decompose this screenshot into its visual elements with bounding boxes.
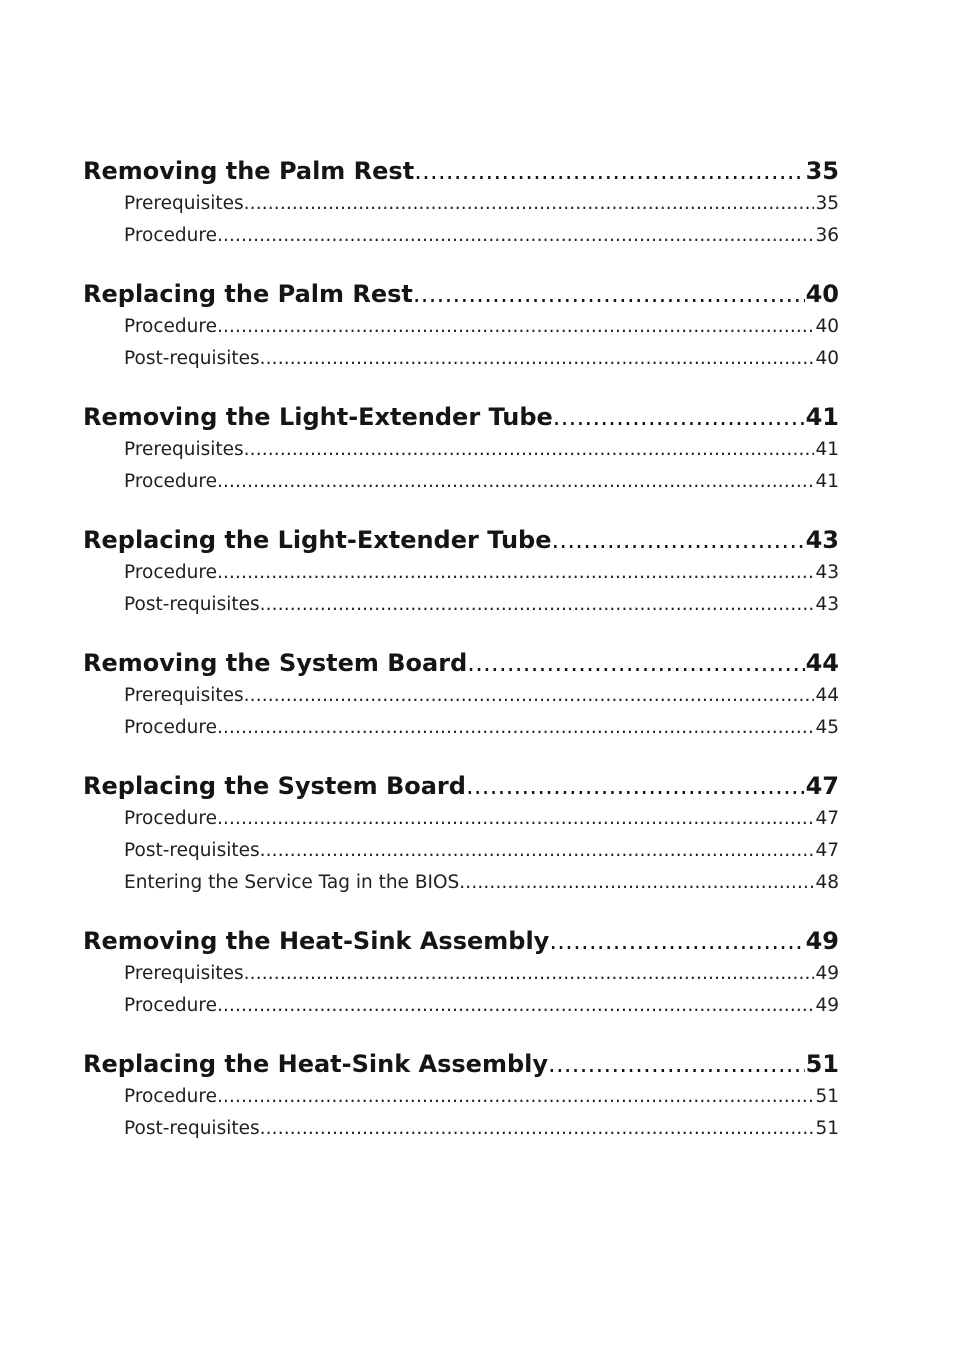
dot-leader bbox=[217, 557, 815, 589]
toc-heading-title: Removing the System Board bbox=[83, 649, 468, 677]
toc-sub-page: 45 bbox=[815, 717, 839, 738]
toc-heading-title: Replacing the Palm Rest bbox=[83, 280, 413, 308]
toc-sub-page: 51 bbox=[815, 1086, 839, 1107]
dot-leader bbox=[413, 277, 805, 311]
dot-leader bbox=[551, 523, 804, 557]
toc-heading-entry[interactable] bbox=[83, 400, 839, 434]
toc-heading-page: 43 bbox=[805, 526, 839, 554]
toc-sub-page: 51 bbox=[815, 1118, 839, 1139]
dot-leader bbox=[553, 400, 805, 434]
toc-sub-title: Prerequisites bbox=[124, 685, 244, 706]
toc-sub-page: 47 bbox=[815, 840, 839, 861]
toc-sub-title: Procedure bbox=[124, 225, 217, 246]
toc-sub-entry[interactable] bbox=[83, 958, 839, 990]
toc-section bbox=[83, 400, 839, 498]
toc-heading-entry[interactable] bbox=[83, 523, 839, 557]
toc-section bbox=[83, 646, 839, 744]
toc-sub-title: Procedure bbox=[124, 471, 217, 492]
toc-section bbox=[83, 277, 839, 375]
toc-heading-page: 49 bbox=[805, 927, 839, 955]
toc-heading-title: Removing the Palm Rest bbox=[83, 157, 415, 185]
toc-heading-title: Replacing the Light-Extender Tube bbox=[83, 526, 552, 554]
toc-sub-page: 49 bbox=[815, 995, 839, 1016]
toc-heading-entry[interactable] bbox=[83, 277, 839, 311]
toc-heading-entry[interactable] bbox=[83, 154, 839, 188]
toc-heading-title: Replacing the System Board bbox=[83, 772, 466, 800]
toc-sub-title: Entering the Service Tag in the BIOS bbox=[124, 872, 460, 893]
toc-sub-page: 40 bbox=[815, 316, 839, 337]
toc-section bbox=[83, 154, 839, 252]
toc-heading-entry[interactable] bbox=[83, 769, 839, 803]
toc-sub-page: 41 bbox=[815, 439, 839, 460]
dot-leader bbox=[217, 466, 815, 498]
dot-leader bbox=[244, 680, 815, 712]
toc-sub-title: Prerequisites bbox=[124, 439, 244, 460]
toc-sub-entry[interactable] bbox=[83, 188, 839, 220]
toc-sub-entry[interactable] bbox=[83, 835, 839, 867]
toc-sub-title: Post-requisites bbox=[124, 1118, 260, 1139]
dot-leader bbox=[217, 220, 815, 252]
toc-sub-title: Post-requisites bbox=[124, 348, 260, 369]
toc-sub-page: 35 bbox=[815, 193, 839, 214]
dot-leader bbox=[414, 154, 804, 188]
toc-heading-entry[interactable] bbox=[83, 646, 839, 680]
toc-sub-page: 49 bbox=[815, 963, 839, 984]
dot-leader bbox=[217, 803, 815, 835]
dot-leader bbox=[548, 1047, 805, 1081]
toc-sub-title: Prerequisites bbox=[124, 193, 244, 214]
toc-heading-page: 41 bbox=[805, 403, 839, 431]
dot-leader bbox=[260, 835, 815, 867]
toc-sub-entry[interactable] bbox=[83, 803, 839, 835]
toc-sub-entry[interactable] bbox=[83, 220, 839, 252]
toc-sub-entry[interactable] bbox=[83, 466, 839, 498]
toc-sub-title: Procedure bbox=[124, 316, 217, 337]
toc-sub-entry[interactable] bbox=[83, 867, 839, 899]
toc-heading-title: Removing the Heat-Sink Assembly bbox=[83, 927, 550, 955]
toc-sub-title: Procedure bbox=[124, 562, 217, 583]
toc-heading-page: 44 bbox=[805, 649, 839, 677]
dot-leader bbox=[217, 311, 815, 343]
toc-sub-title: Prerequisites bbox=[124, 963, 244, 984]
toc-sub-page: 40 bbox=[815, 348, 839, 369]
toc-sub-title: Post-requisites bbox=[124, 594, 260, 615]
toc-sub-entry[interactable] bbox=[83, 343, 839, 375]
toc-heading-page: 40 bbox=[805, 280, 839, 308]
dot-leader bbox=[217, 1081, 815, 1113]
dot-leader bbox=[260, 589, 815, 621]
table-of-contents bbox=[83, 154, 839, 1170]
toc-sub-entry[interactable] bbox=[83, 990, 839, 1022]
toc-sub-page: 48 bbox=[815, 872, 839, 893]
toc-section bbox=[83, 924, 839, 1022]
dot-leader bbox=[466, 769, 805, 803]
toc-sub-title: Procedure bbox=[124, 717, 217, 738]
toc-sub-title: Procedure bbox=[124, 1086, 217, 1107]
dot-leader bbox=[217, 990, 815, 1022]
dot-leader bbox=[459, 867, 814, 899]
dot-leader bbox=[244, 188, 815, 220]
dot-leader bbox=[549, 924, 804, 958]
toc-heading-entry[interactable] bbox=[83, 924, 839, 958]
toc-sub-entry[interactable] bbox=[83, 557, 839, 589]
toc-heading-page: 47 bbox=[805, 772, 839, 800]
toc-sub-entry[interactable] bbox=[83, 434, 839, 466]
toc-sub-title: Post-requisites bbox=[124, 840, 260, 861]
dot-leader bbox=[260, 1113, 815, 1145]
toc-sub-page: 43 bbox=[815, 562, 839, 583]
toc-section bbox=[83, 769, 839, 899]
toc-sub-title: Procedure bbox=[124, 995, 217, 1016]
toc-heading-title: Removing the Light-Extender Tube bbox=[83, 403, 553, 431]
toc-sub-entry[interactable] bbox=[83, 712, 839, 744]
toc-sub-page: 36 bbox=[815, 225, 839, 246]
toc-sub-title: Procedure bbox=[124, 808, 217, 829]
dot-leader bbox=[467, 646, 804, 680]
toc-sub-page: 47 bbox=[815, 808, 839, 829]
toc-heading-entry[interactable] bbox=[83, 1047, 839, 1081]
toc-sub-entry[interactable] bbox=[83, 589, 839, 621]
dot-leader bbox=[244, 958, 815, 990]
toc-sub-entry[interactable] bbox=[83, 1081, 839, 1113]
toc-sub-page: 43 bbox=[815, 594, 839, 615]
dot-leader bbox=[244, 434, 815, 466]
toc-heading-page: 51 bbox=[805, 1050, 839, 1078]
dot-leader bbox=[217, 712, 815, 744]
toc-heading-title: Replacing the Heat-Sink Assembly bbox=[83, 1050, 549, 1078]
dot-leader bbox=[260, 343, 815, 375]
toc-heading-page: 35 bbox=[805, 157, 839, 185]
toc-sub-page: 41 bbox=[815, 471, 839, 492]
toc-sub-page: 44 bbox=[815, 685, 839, 706]
toc-sub-entry[interactable] bbox=[83, 680, 839, 712]
toc-sub-entry[interactable] bbox=[83, 1113, 839, 1145]
toc-section bbox=[83, 523, 839, 621]
toc-sub-entry[interactable] bbox=[83, 311, 839, 343]
toc-section bbox=[83, 1047, 839, 1145]
